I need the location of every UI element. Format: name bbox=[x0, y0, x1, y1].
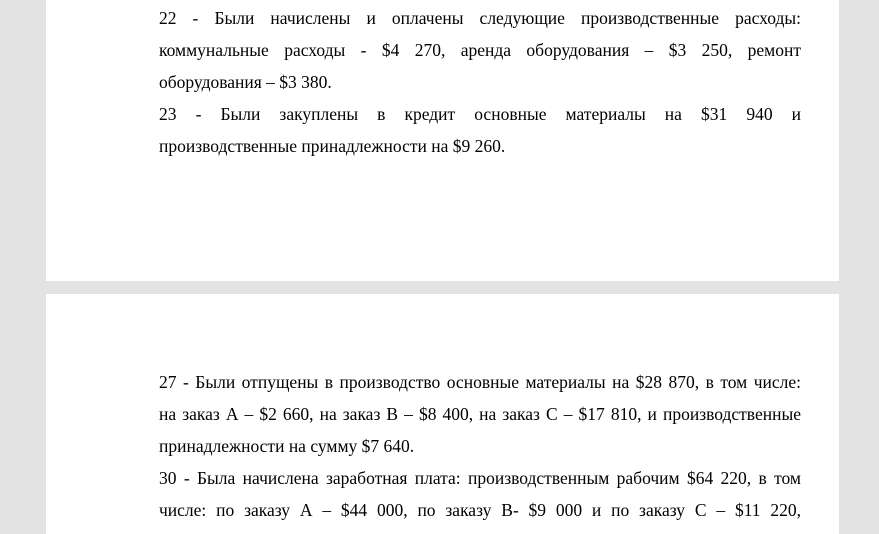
paragraph-entry-30 bbox=[159, 462, 801, 526]
text-line: 23 - Были закуплены в кредит основные материалы на $31 940 и bbox=[159, 104, 801, 124]
text-line: коммунальные расходы - $4 270, аренда оборудования – $3 250, ремонт bbox=[159, 40, 801, 60]
text-line: 30 - Была начислена заработная плата: производственным рабочим $64 220, в том bbox=[159, 468, 801, 488]
text-line: на заказ А – $2 660, на заказ В – $8 400, на заказ С – $17 810, и производственные bbox=[159, 404, 801, 424]
text-line: оборудования – $3 380. bbox=[159, 72, 332, 92]
paragraph-entry-23 bbox=[159, 98, 801, 162]
document-page-2 bbox=[46, 294, 839, 534]
paragraph-entry-27 bbox=[159, 366, 801, 462]
text-line: 22 - Были начислены и оплачены следующие производственные расходы: bbox=[159, 8, 801, 28]
text-line: числе: по заказу А – $44 000, по заказу В- $9 000 и по заказу С – $11 220, bbox=[159, 500, 801, 520]
document-page-1 bbox=[46, 0, 839, 281]
text-line: 27 - Были отпущены в производство основные материалы на $28 870, в том числе: bbox=[159, 372, 801, 392]
text-line: принадлежности на сумму $7 640. bbox=[159, 436, 415, 456]
text-line: производственные принадлежности на $9 260. bbox=[159, 136, 506, 156]
paragraph-entry-22 bbox=[159, 2, 801, 98]
